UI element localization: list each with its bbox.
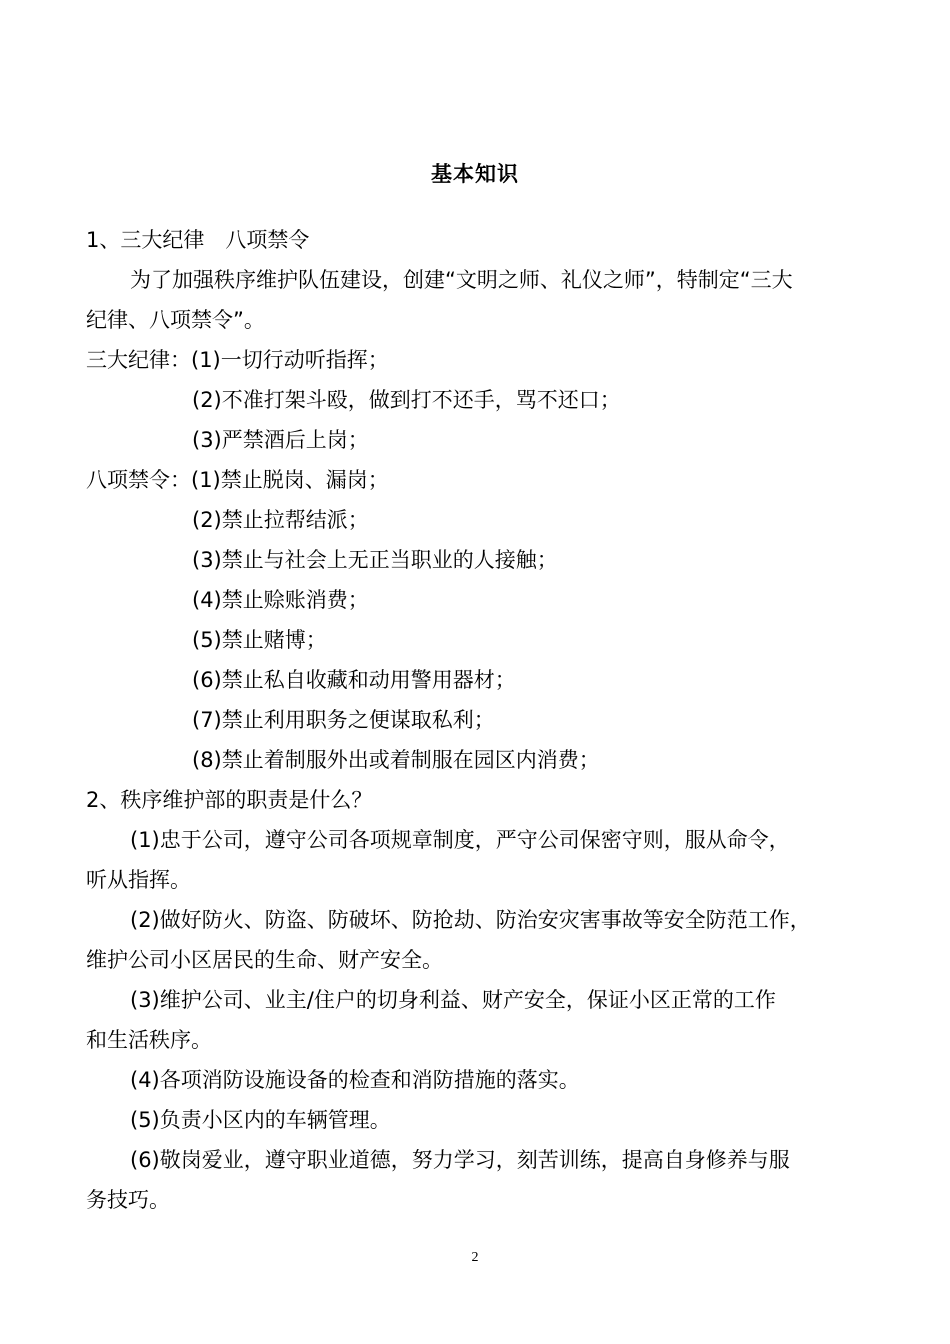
section-heading-2: 2、秩序维护部的职责是什么？ (86, 788, 373, 812)
page-title: 基本知识 (431, 162, 519, 186)
page-number: 2 (471, 1250, 479, 1265)
duty-item-continued: 务技巧。 (86, 1188, 170, 1212)
duty-item-continued: 听从指挥。 (86, 868, 191, 892)
prohibition-item: (7)禁止利用职务之便谋取私利； (192, 708, 495, 732)
paragraph-line: 纪律、八项禁令”。 (86, 308, 265, 332)
section-heading-1: 1、三大纪律 八项禁令 (86, 228, 310, 252)
duty-item: (5)负责小区内的车辆管理。 (130, 1108, 391, 1132)
prohibition-item: (8)禁止着制服外出或着制服在园区内消费； (192, 748, 600, 772)
paragraph-line: 为了加强秩序维护队伍建设，创建“文明之师、礼仪之师”，特制定“三大 (130, 268, 793, 292)
discipline-item: (3)严禁酒后上岗； (192, 428, 369, 452)
prohibition-item: (4)禁止赊账消费； (192, 588, 369, 612)
duty-item: (1)忠于公司，遵守公司各项规章制度，严守公司保密守则，服从命令， (130, 828, 790, 852)
duty-item: (6)敬岗爱业，遵守职业道德，努力学习，刻苦训练，提高自身修养与服 (130, 1148, 790, 1172)
prohibition-item: (6)禁止私自收藏和动用警用器材； (192, 668, 516, 692)
discipline-item: (2)不准打架斗殴，做到打不还手，骂不还口； (192, 388, 621, 412)
prohibition-item: (5)禁止赌博； (192, 628, 327, 652)
duty-item: (2)做好防火、防盗、防破坏、防抢劫、防治安灾害事故等安全防范工作， (130, 908, 811, 932)
discipline-item: 三大纪律：(1)一切行动听指挥； (86, 348, 389, 372)
duty-item-continued: 维护公司小区居民的生命、财产安全。 (86, 948, 443, 972)
prohibition-item: 八项禁令：(1)禁止脱岗、漏岗； (86, 468, 389, 492)
duty-item: (4)各项消防设施设备的检查和消防措施的落实。 (130, 1068, 580, 1092)
duty-item-continued: 和生活秩序。 (86, 1028, 212, 1052)
prohibition-item: (3)禁止与社会上无正当职业的人接触； (192, 548, 558, 572)
prohibition-item: (2)禁止拉帮结派； (192, 508, 369, 532)
duty-item: (3)维护公司、业主/住户的切身利益、财产安全，保证小区正常的工作 (130, 988, 776, 1012)
